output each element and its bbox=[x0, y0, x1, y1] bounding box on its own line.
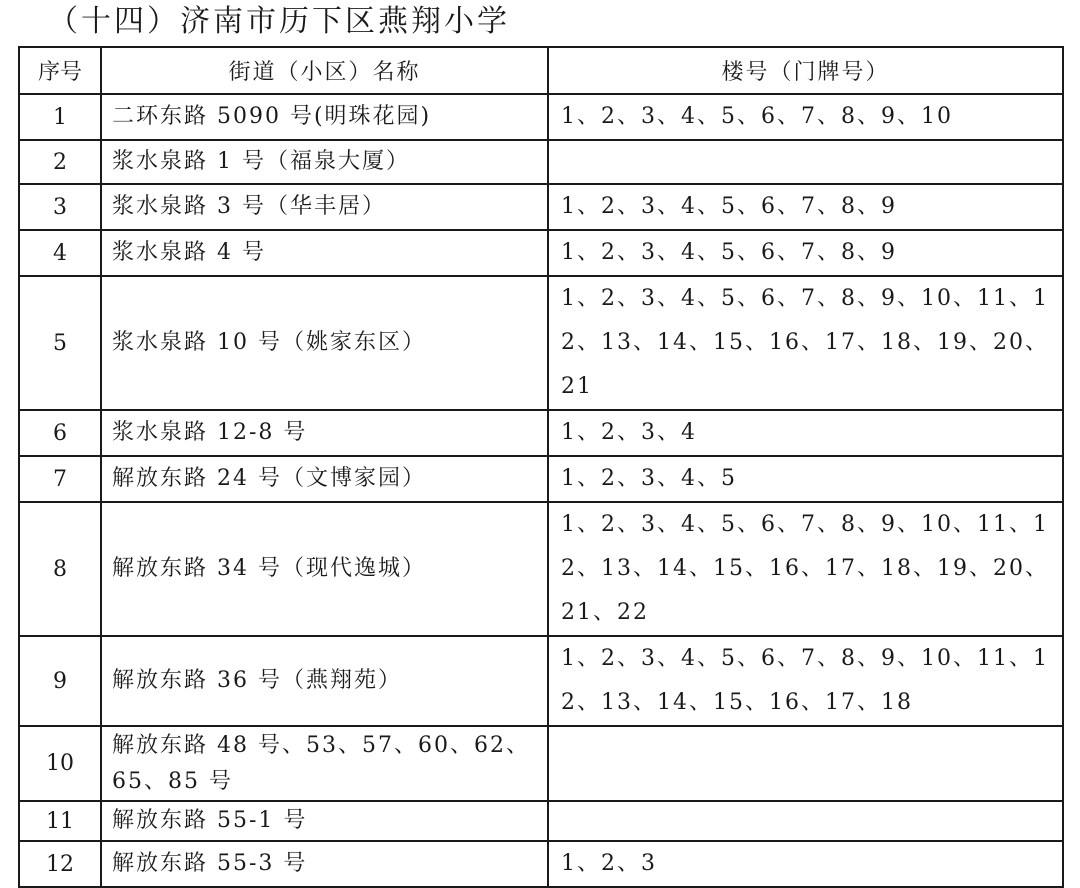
row-buildings bbox=[548, 801, 1063, 841]
row-name: 解放东路 24 号（文博家园） bbox=[101, 456, 548, 502]
row-name: 解放东路 48 号、53、57、60、62、65、85 号 bbox=[101, 726, 548, 801]
row-name: 解放东路 34 号（现代逸城） bbox=[101, 502, 548, 636]
row-name: 浆水泉路 12-8 号 bbox=[101, 410, 548, 456]
table-row bbox=[19, 410, 1063, 456]
table-row bbox=[19, 230, 1063, 276]
table-row bbox=[19, 636, 1063, 726]
district-table bbox=[18, 46, 1064, 888]
row-name: 浆水泉路 3 号（华丰居） bbox=[101, 184, 548, 230]
row-buildings: 1、2、3、4、5、6、7、8、9 bbox=[548, 184, 1063, 230]
table-row bbox=[19, 140, 1063, 184]
row-name: 解放东路 36 号（燕翔苑） bbox=[101, 636, 548, 726]
row-buildings: 1、2、3、4 bbox=[548, 410, 1063, 456]
row-seq: 5 bbox=[19, 276, 101, 410]
row-name: 浆水泉路 1 号（福泉大厦） bbox=[101, 140, 548, 184]
row-seq: 4 bbox=[19, 230, 101, 276]
row-buildings: 1、2、3、4、5、6、7、8、9 bbox=[548, 230, 1063, 276]
row-buildings: 1、2、3、4、5、6、7、8、9、10 bbox=[548, 94, 1063, 140]
row-buildings: 1、2、3 bbox=[548, 841, 1063, 887]
header-seq: 序号 bbox=[19, 47, 101, 94]
table-row bbox=[19, 456, 1063, 502]
table-row bbox=[19, 801, 1063, 841]
row-seq: 12 bbox=[19, 841, 101, 887]
row-seq: 9 bbox=[19, 636, 101, 726]
header-name: 街道（小区）名称 bbox=[101, 47, 548, 94]
row-seq: 3 bbox=[19, 184, 101, 230]
table-row bbox=[19, 726, 1063, 801]
document-title: （十四）济南市历下区燕翔小学 bbox=[48, 4, 510, 39]
row-name: 二环东路 5090 号(明珠花园) bbox=[101, 94, 548, 140]
table-row bbox=[19, 184, 1063, 230]
row-buildings: 1、2、3、4、5 bbox=[548, 456, 1063, 502]
table-row bbox=[19, 276, 1063, 410]
district-table-container bbox=[18, 46, 1062, 888]
row-seq: 2 bbox=[19, 140, 101, 184]
table-header-row bbox=[19, 47, 1063, 94]
header-buildings: 楼号（门牌号） bbox=[548, 47, 1063, 94]
table-row bbox=[19, 502, 1063, 636]
table-row bbox=[19, 841, 1063, 887]
row-seq: 6 bbox=[19, 410, 101, 456]
row-name: 解放东路 55-1 号 bbox=[101, 801, 548, 841]
row-seq: 11 bbox=[19, 801, 101, 841]
row-name: 浆水泉路 4 号 bbox=[101, 230, 548, 276]
row-buildings: 1、2、3、4、5、6、7、8、9、10、11、12、13、14、15、16、17、18、19、20、21 bbox=[548, 276, 1063, 410]
row-name: 解放东路 55-3 号 bbox=[101, 841, 548, 887]
table-row bbox=[19, 94, 1063, 140]
row-buildings: 1、2、3、4、5、6、7、8、9、10、11、12、13、14、15、16、17、18、19、20、21、22 bbox=[548, 502, 1063, 636]
row-buildings: 1、2、3、4、5、6、7、8、9、10、11、12、13、14、15、16、17、18 bbox=[548, 636, 1063, 726]
row-buildings bbox=[548, 140, 1063, 184]
row-seq: 7 bbox=[19, 456, 101, 502]
row-seq: 10 bbox=[19, 726, 101, 801]
row-buildings bbox=[548, 726, 1063, 801]
row-seq: 1 bbox=[19, 94, 101, 140]
row-seq: 8 bbox=[19, 502, 101, 636]
row-name: 浆水泉路 10 号（姚家东区） bbox=[101, 276, 548, 410]
